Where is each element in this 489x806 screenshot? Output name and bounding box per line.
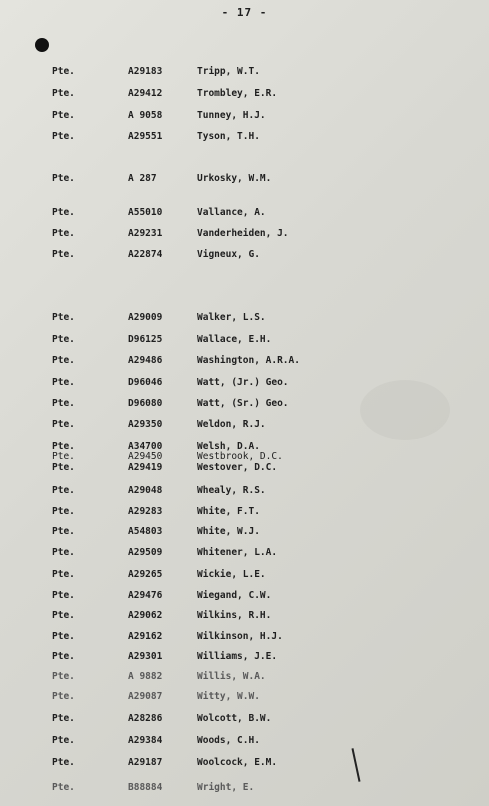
- soldier-name: Vigneux, G.: [197, 249, 260, 260]
- list-item: [0, 568, 489, 582]
- service-number: A29048: [128, 485, 163, 496]
- soldier-name: Urkosky, W.M.: [197, 173, 272, 184]
- list-item: [0, 354, 489, 368]
- service-number: A29009: [128, 312, 163, 323]
- soldier-name: Wiegand, C.W.: [197, 590, 272, 601]
- rank: Pte.: [52, 249, 75, 260]
- rank: Pte.: [52, 526, 75, 537]
- service-number: A29551: [128, 131, 163, 142]
- soldier-name: Tunney, H.J.: [197, 110, 266, 121]
- list-item: [0, 376, 489, 390]
- list-item: [0, 461, 489, 475]
- service-number: A29486: [128, 355, 163, 366]
- rank: Pte.: [52, 735, 75, 746]
- rank: Pte.: [52, 631, 75, 642]
- soldier-name: Westover, D.C.: [197, 462, 278, 473]
- service-number: A29301: [128, 651, 163, 662]
- rank: Pte.: [52, 485, 75, 496]
- soldier-name: Wallace, E.H.: [197, 334, 272, 345]
- list-item: [0, 546, 489, 560]
- service-number: A29265: [128, 569, 163, 580]
- list-item: [0, 248, 489, 262]
- list-item: [0, 712, 489, 726]
- punch-hole: [35, 38, 49, 52]
- soldier-name: Vallance, A.: [197, 207, 266, 218]
- list-item: [0, 130, 489, 144]
- service-number: A29183: [128, 66, 163, 77]
- soldier-name: Witty, W.W.: [197, 691, 260, 702]
- soldier-name: Tripp, W.T.: [197, 66, 260, 77]
- rank: Pte.: [52, 312, 75, 323]
- rank: Pte.: [52, 569, 75, 580]
- soldier-name: Wickie, L.E.: [197, 569, 266, 580]
- soldier-name: Vanderheiden, J.: [197, 228, 289, 239]
- rank: Pte.: [52, 334, 75, 345]
- service-number: A22874: [128, 249, 163, 260]
- soldier-name: Woods, C.H.: [197, 735, 260, 746]
- service-number: D96046: [128, 377, 163, 388]
- service-number: A29187: [128, 757, 163, 768]
- list-item: [0, 397, 489, 411]
- list-item: [0, 734, 489, 748]
- rank: Pte.: [52, 691, 75, 702]
- service-number: A29231: [128, 228, 163, 239]
- rank: Pte.: [52, 590, 75, 601]
- rank: Pte.: [52, 651, 75, 662]
- list-item: [0, 206, 489, 220]
- rank: Pte.: [52, 398, 75, 409]
- soldier-name: Wilkins, R.H.: [197, 610, 272, 621]
- soldier-name: Watt, (Jr.) Geo.: [197, 377, 289, 388]
- rank: Pte.: [52, 451, 75, 462]
- soldier-name: Watt, (Sr.) Geo.: [197, 398, 289, 409]
- rank: Pte.: [52, 110, 75, 121]
- soldier-name: White, F.T.: [197, 506, 260, 517]
- rank: Pte.: [52, 131, 75, 142]
- service-number: A 9058: [128, 110, 163, 121]
- list-item: [0, 525, 489, 539]
- list-item: [0, 172, 489, 186]
- service-number: A 287: [128, 173, 157, 184]
- rank: Pte.: [52, 228, 75, 239]
- page-number: - 17 -: [221, 6, 268, 19]
- soldier-name: Woolcock, E.M.: [197, 757, 278, 768]
- service-number: A29087: [128, 691, 163, 702]
- rank: Pte.: [52, 419, 75, 430]
- service-number: A29062: [128, 610, 163, 621]
- rank: Pte.: [52, 713, 75, 724]
- rank: Pte.: [52, 441, 75, 452]
- rank: Pte.: [52, 88, 75, 99]
- list-item: [0, 756, 489, 770]
- service-number: A29384: [128, 735, 163, 746]
- list-item: [0, 505, 489, 519]
- soldier-name: Wright, E.: [197, 782, 255, 793]
- service-number: A 9882: [128, 671, 163, 682]
- service-number: A54803: [128, 526, 163, 537]
- service-number: A55010: [128, 207, 163, 218]
- rank: Pte.: [52, 377, 75, 388]
- soldier-name: Westbrook, D.C.: [197, 451, 283, 462]
- list-item: [0, 109, 489, 123]
- list-item: [0, 227, 489, 241]
- rank: Pte.: [52, 462, 75, 473]
- rank: Pte.: [52, 757, 75, 768]
- list-item: [0, 589, 489, 603]
- list-item: [0, 65, 489, 79]
- list-item: [0, 333, 489, 347]
- rank: Pte.: [52, 355, 75, 366]
- list-item: [0, 311, 489, 325]
- service-number: A29162: [128, 631, 163, 642]
- soldier-name: Wolcott, B.W.: [197, 713, 272, 724]
- service-number: A29450: [128, 451, 163, 462]
- rank: Pte.: [52, 506, 75, 517]
- list-item: [0, 630, 489, 644]
- soldier-name: White, W.J.: [197, 526, 260, 537]
- service-number: A34700: [128, 441, 163, 452]
- rank: Pte.: [52, 66, 75, 77]
- rank: Pte.: [52, 547, 75, 558]
- service-number: B88884: [128, 782, 163, 793]
- soldier-name: Tyson, T.H.: [197, 131, 260, 142]
- service-number: D96080: [128, 398, 163, 409]
- soldier-name: Wilkinson, H.J.: [197, 631, 283, 642]
- service-number: A29419: [128, 462, 163, 473]
- service-number: A29350: [128, 419, 163, 430]
- list-item: [0, 484, 489, 498]
- service-number: A29509: [128, 547, 163, 558]
- soldier-name: Trombley, E.R.: [197, 88, 278, 99]
- rank: Pte.: [52, 782, 75, 793]
- soldier-name: Willis, W.A.: [197, 671, 266, 682]
- list-item: [0, 87, 489, 101]
- service-number: A29412: [128, 88, 163, 99]
- soldier-name: Welsh, D.A.: [197, 441, 260, 452]
- soldier-name: Williams, J.E.: [197, 651, 278, 662]
- soldier-name: Washington, A.R.A.: [197, 355, 300, 366]
- list-item: [0, 690, 489, 704]
- list-item: [0, 781, 489, 795]
- list-item: [0, 670, 489, 684]
- rank: Pte.: [52, 173, 75, 184]
- rank: Pte.: [52, 610, 75, 621]
- list-item: [0, 609, 489, 623]
- soldier-name: Weldon, R.J.: [197, 419, 266, 430]
- soldier-name: Whealy, R.S.: [197, 485, 266, 496]
- list-item: [0, 418, 489, 432]
- service-number: A29476: [128, 590, 163, 601]
- service-number: A29283: [128, 506, 163, 517]
- soldier-name: Walker, L.S.: [197, 312, 266, 323]
- service-number: D96125: [128, 334, 163, 345]
- list-item: [0, 650, 489, 664]
- soldier-name: Whitener, L.A.: [197, 547, 278, 558]
- rank: Pte.: [52, 207, 75, 218]
- service-number: A28286: [128, 713, 163, 724]
- rank: Pte.: [52, 671, 75, 682]
